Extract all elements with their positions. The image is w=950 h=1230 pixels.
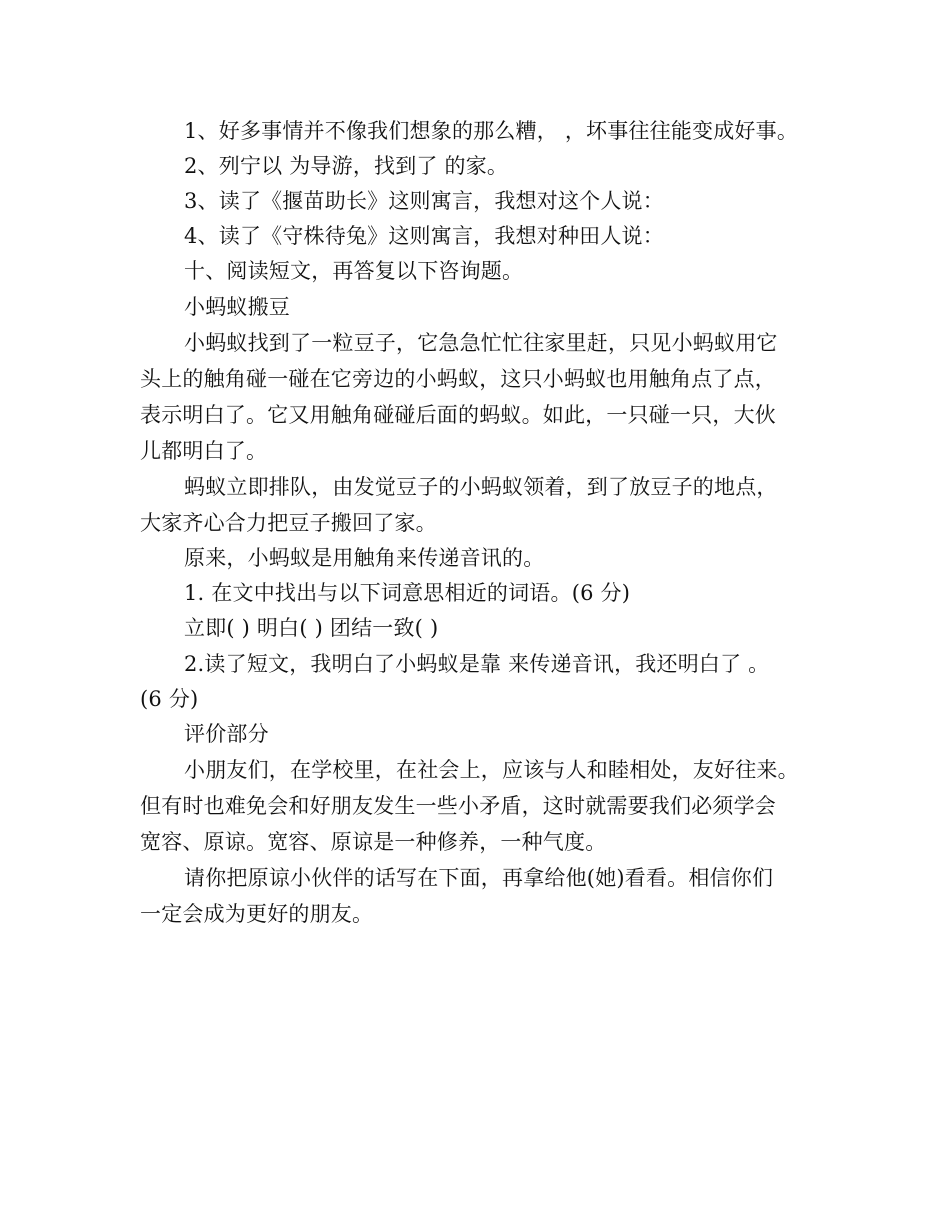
story-paragraph-line: 大家齐心合力把豆子搬回了家。 bbox=[140, 511, 437, 535]
section-heading: 十、阅读短文，再答复以下咨询题。 bbox=[184, 259, 524, 283]
story-title: 小蚂蚁搬豆 bbox=[184, 295, 290, 319]
exercise-2: 2.读了短文，我明白了小蚂蚁是靠 来传递音讯，我还明白了 。 bbox=[184, 652, 770, 676]
story-paragraph-line: 小蚂蚁找到了一粒豆子，它急急忙忙往家里赶，只见小蚂蚁用它 bbox=[184, 331, 778, 355]
question-line-2: 2、列宁以 为导游，找到了 的家。 bbox=[184, 154, 509, 178]
story-paragraph-line: 表示明白了。它又用触角碰碰后面的蚂蚁。如此，一只碰一只，大伙 bbox=[140, 403, 776, 427]
evaluation-paragraph-line: 请你把原谅小伙伴的话写在下面，再拿给他(她)看看。相信你们 bbox=[184, 866, 774, 890]
exercise-1-blanks: 立即( ) 明白( ) 团结一致( ) bbox=[184, 616, 439, 640]
question-line-4: 4、读了《守株待兔》这则寓言，我想对种田人说： bbox=[184, 224, 664, 248]
question-line-3: 3、读了《揠苗助长》这则寓言，我想对这个人说： bbox=[184, 189, 664, 213]
story-paragraph-line: 蚂蚁立即排队，由发觉豆子的小蚂蚁领着，到了放豆子的地点， bbox=[184, 475, 778, 499]
evaluation-paragraph-line: 小朋友们，在学校里，在社会上，应该与人和睦相处，友好往来。 bbox=[184, 758, 799, 782]
evaluation-paragraph-line: 宽容、原谅。宽容、原谅是一种修养，一种气度。 bbox=[140, 830, 607, 854]
story-paragraph-line: 原来，小蚂蚁是用触角来传递音讯的。 bbox=[184, 546, 545, 570]
exercise-2-score: (6 分) bbox=[140, 687, 199, 711]
exercise-1: 1. 在文中找出与以下词意思相近的词语。(6 分) bbox=[184, 581, 631, 605]
evaluation-paragraph-line: 一定会成为更好的朋友。 bbox=[140, 902, 374, 926]
evaluation-heading: 评价部分 bbox=[184, 722, 269, 746]
evaluation-paragraph-line: 但有时也难免会和好朋友发生一些小矛盾，这时就需要我们必须学会 bbox=[140, 794, 776, 818]
story-paragraph-line: 儿都明白了。 bbox=[140, 439, 268, 463]
question-line-1: 1、好多事情并不像我们想象的那么糟， ，坏事往往能变成好事。 bbox=[184, 119, 799, 143]
story-paragraph-line: 头上的触角碰一碰在它旁边的小蚂蚁，这只小蚂蚁也用触角点了点， bbox=[140, 367, 776, 391]
